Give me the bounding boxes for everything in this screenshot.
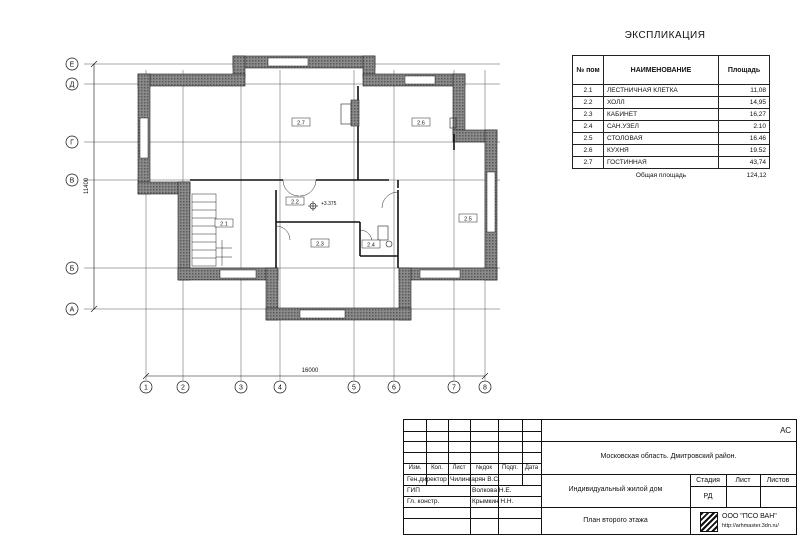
room-num: 2.7 [573,157,604,169]
axis-number: 5 [352,384,356,392]
total-value: 124,12 [746,171,767,179]
axis-number: 4 [278,384,282,392]
total-height-dimension: 11400 [84,177,90,195]
total-label: Общая площадь [635,171,687,179]
col-header: №док [476,465,492,471]
room-label-2-4: 2.4 [367,242,375,249]
company-name: ООО "ПСО ВАН" [722,513,777,520]
axis-number: 1 [144,384,148,392]
table-row [573,145,770,157]
explication-header-row [573,56,770,85]
company-logo [700,512,718,532]
elevation-mark: +3.375 [321,201,337,207]
person-role: Гл. констр. [407,498,440,505]
person-name: Крымкин Н.Н. [472,498,514,505]
col-header: Лист [452,465,466,471]
room-name: СТОЛОВАЯ [604,133,719,145]
sheet-title: План второго этажа [583,517,648,524]
table-row [573,157,770,169]
room-name: КАБИНЕТ [604,109,719,121]
person-role: ГИП [407,487,420,494]
room-num: 2.3 [573,109,604,121]
room-labels [215,118,477,249]
header-name: НАИМЕНОВАНИЕ [604,56,719,85]
room-name: САН.УЗЕЛ [604,121,719,133]
room-name: ГОСТИННАЯ [604,157,719,169]
room-area: 16.46 [719,133,770,145]
header-area: Площадь [719,56,770,85]
total-row [573,169,770,182]
col-header: Изм. [408,465,422,471]
explication-table [572,55,770,181]
person-role: Ген.директор [407,476,447,483]
room-label-2-3: 2.3 [316,241,324,248]
col-header: Подп. [502,465,518,471]
axis-letter: Г [70,139,74,147]
exterior-walls [138,56,497,320]
room-area: 16,27 [719,109,770,121]
axis-number-markers [140,381,491,393]
axis-number: 7 [452,384,456,392]
room-area: 19.52 [719,145,770,157]
room-area: 11,08 [719,85,770,97]
sheet-label: Лист [735,477,751,484]
axis-number: 3 [239,384,243,392]
room-area: 43,74 [719,157,770,169]
room-label-2-1: 2.1 [220,221,228,228]
axis-letter: Е [69,61,75,69]
room-name: КУХНЯ [604,145,719,157]
stairs [192,194,232,266]
axis-letter: А [69,306,75,314]
room-label-2-7: 2.7 [297,120,305,127]
room-num: 2.6 [573,145,604,157]
room-name: ХОЛЛ [604,97,719,109]
doors [276,180,398,242]
stage-value: РД [703,493,713,500]
person-name: Волкова Н.Е. [472,487,512,494]
room-num: 2.4 [573,121,604,133]
room-area: 2.10 [719,121,770,133]
elevation-marker [308,201,318,211]
explication-title: ЭКСПЛИКАЦИЯ [624,30,706,41]
axis-number: 2 [181,384,185,392]
axis-number: 8 [483,384,487,392]
sheets-label: Листов [766,477,790,484]
axis-letter: Б [69,265,75,273]
room-num: 2.5 [573,133,604,145]
room-label-2-6: 2.6 [417,120,425,127]
room-area: 14,95 [719,97,770,109]
room-label-2-5: 2.5 [464,216,472,223]
company-website: http://arhmaster.3dn.ru/ [722,523,779,529]
col-header: Дата [524,465,539,471]
col-header: Кол. [431,465,443,471]
total-length-dimension: 16000 [301,368,319,374]
axis-letter-markers [66,58,78,315]
room-num: 2.1 [573,85,604,97]
axis-letter: Д [69,81,75,89]
document-code: АС [780,426,791,435]
project-object: Индивидуальный жилой дом [568,486,663,493]
table-row [573,133,770,145]
header-num: № пом [573,56,604,85]
stage-label: Стадия [696,477,720,484]
person-name: Чилингарян В.С. [450,476,500,483]
title-block [403,419,797,535]
room-num: 2.2 [573,97,604,109]
project-location: Московская область. Дмитровский район. [600,453,737,460]
table-row [573,97,770,109]
dimension-lines [91,61,488,379]
room-name: ЛЕСТНИЧНАЯ КЛЕТКА [604,85,719,97]
room-label-2-2: 2.2 [291,199,299,206]
axis-letter: В [69,177,75,185]
axis-number: 6 [392,384,396,392]
table-row [573,121,770,133]
table-row [573,109,770,121]
table-row [573,85,770,97]
